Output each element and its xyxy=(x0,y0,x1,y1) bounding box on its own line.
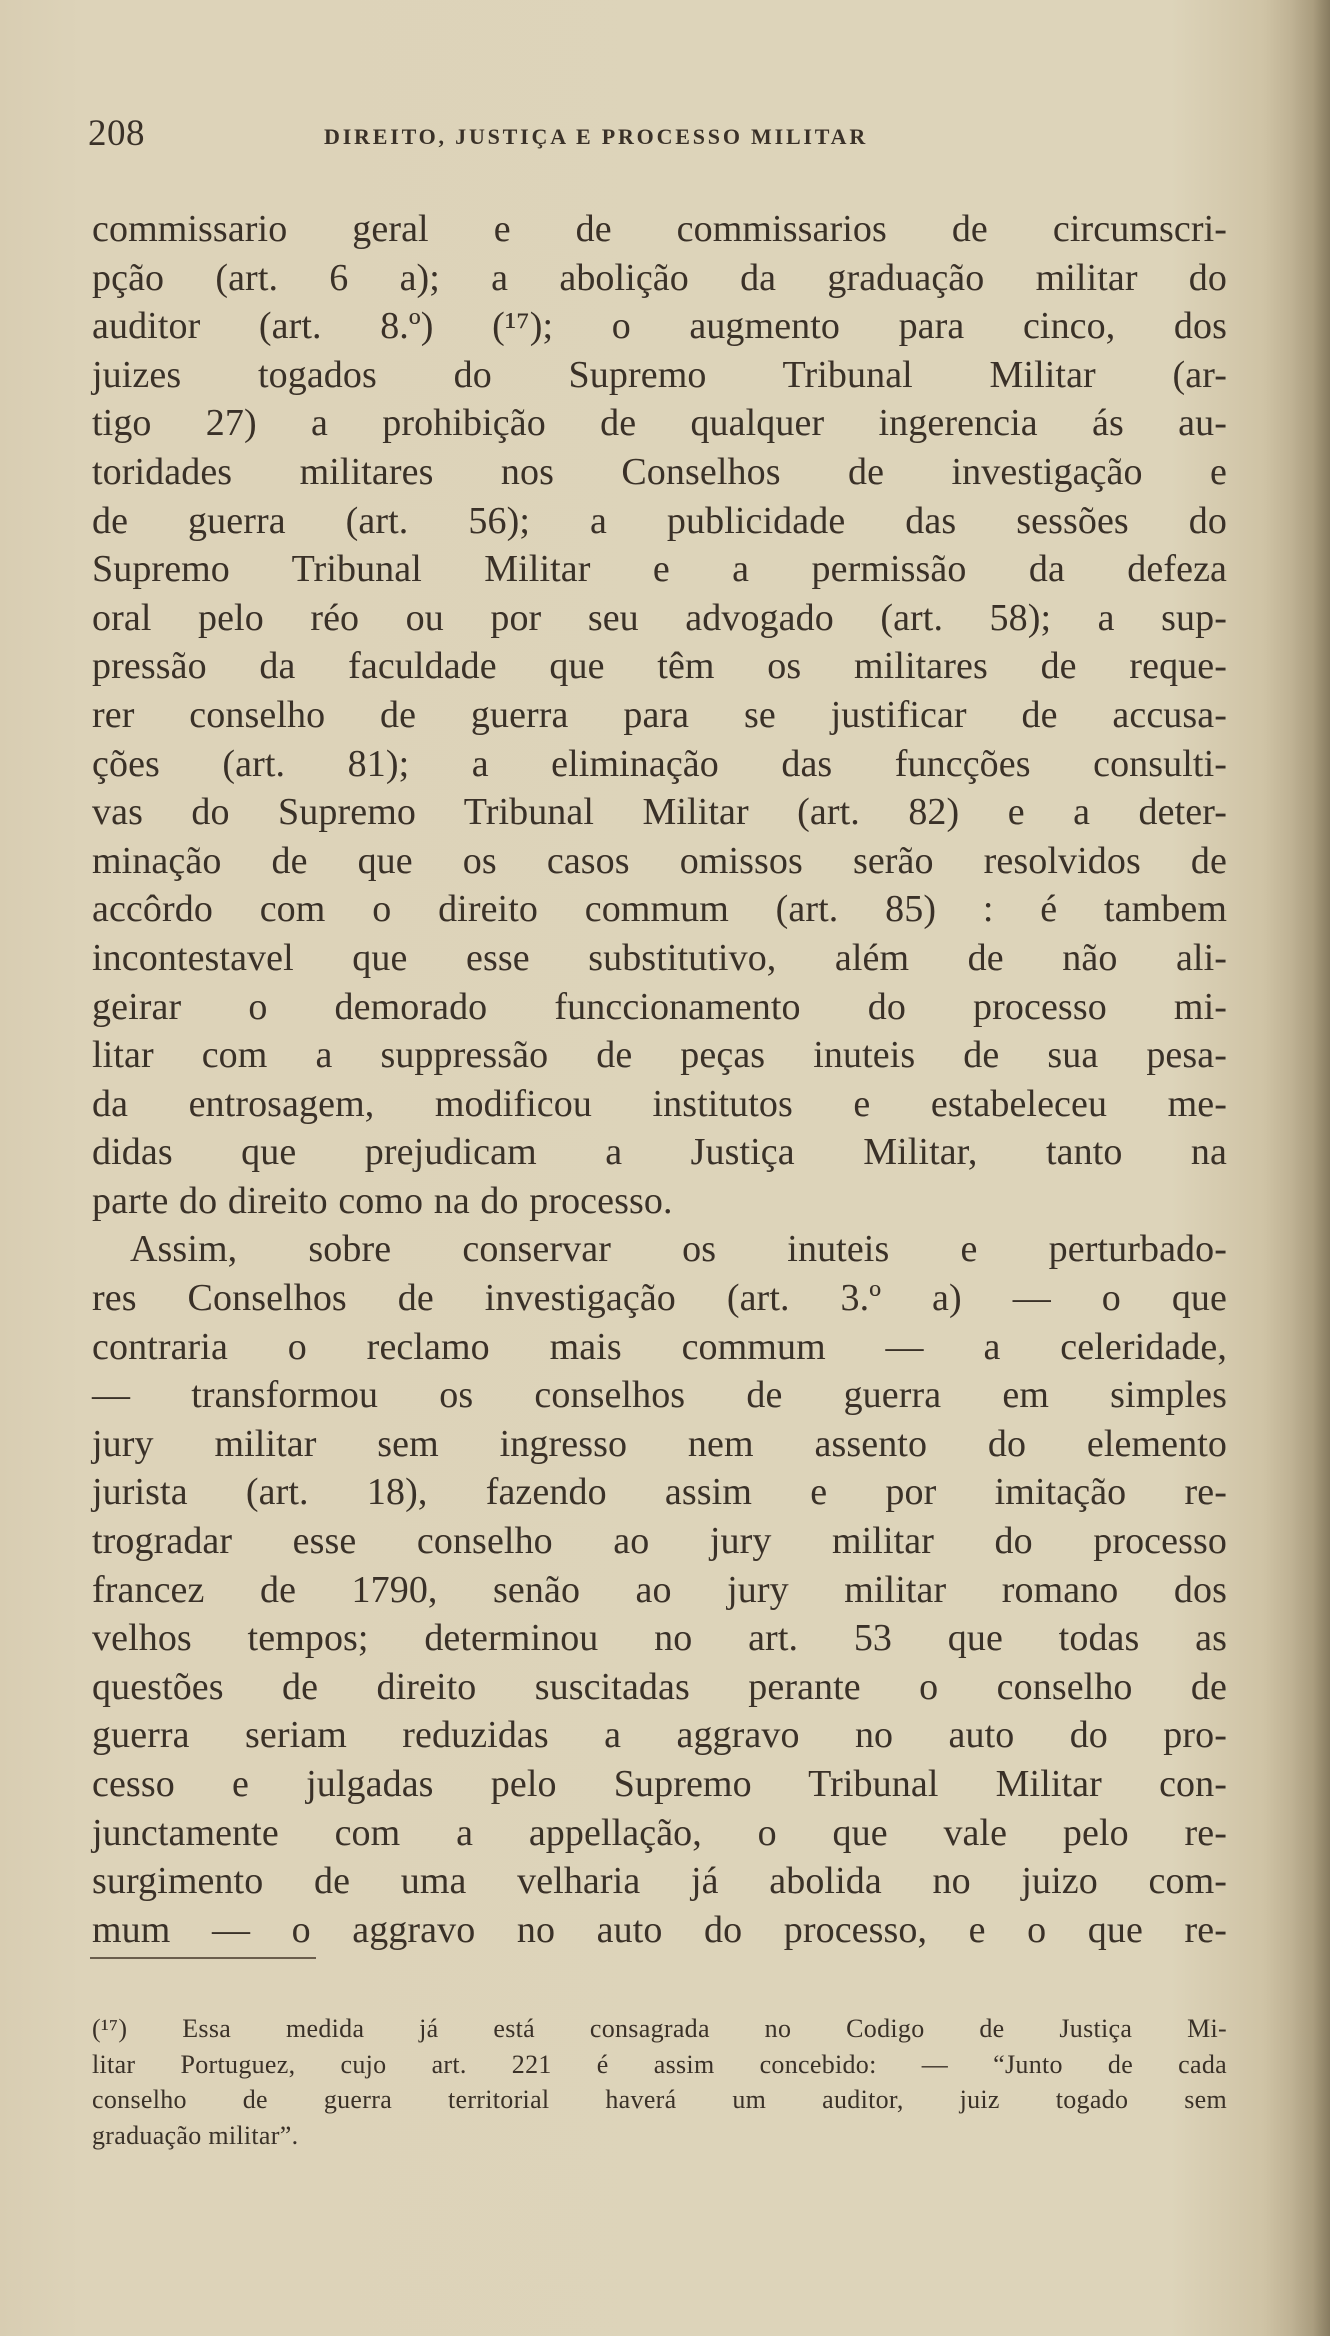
text-line: jury militar sem ingresso nem assento do elemento xyxy=(92,1422,1227,1465)
text-line: tigo 27) a prohibição de qualquer ingerencia ás au- xyxy=(92,402,1227,445)
text-line: velhos tempos; determinou no art. 53 que todas as xyxy=(92,1617,1227,1660)
running-head: DIREITO, JUSTIÇA E PROCESSO MILITAR xyxy=(324,124,869,149)
text-line: questões de direito suscitadas perante o conselho de xyxy=(92,1665,1227,1708)
text-line: contraria o reclamo mais commum — a celeridade, xyxy=(92,1325,1227,1368)
page-number: 208 xyxy=(88,113,145,154)
text-line: Assim, sobre conservar os inuteis e perturbado- xyxy=(130,1228,1227,1271)
text-line: francez de 1790, senão ao jury militar romano dos xyxy=(92,1568,1227,1611)
text-line: rer conselho de guerra para se justificar de accusa- xyxy=(92,693,1227,736)
text-line: jurista (art. 18), fazendo assim e por imitação re- xyxy=(92,1471,1227,1514)
text-line: junctamente com a appellação, o que vale pelo re- xyxy=(92,1811,1227,1854)
text-line: parte do direito como na do processo. xyxy=(92,1179,673,1222)
text-line: auditor (art. 8.º) (¹⁷); o augmento para cinco, dos xyxy=(92,305,1227,348)
text-line: litar com a suppressão de peças inuteis de sua pesa- xyxy=(92,1034,1227,1077)
text-line: surgimento de uma velharia já abolida no juizo com- xyxy=(92,1860,1227,1903)
text-line: juizes togados do Supremo Tribunal Militar (ar- xyxy=(92,353,1227,396)
text-line: mum — o aggravo no auto do processo, e o que re- xyxy=(92,1908,1227,1951)
text-line: trogradar esse conselho ao jury militar do processo xyxy=(92,1520,1227,1563)
body-text xyxy=(92,205,1227,1954)
text-line: ções (art. 81); a eliminação das funcções consulti- xyxy=(92,742,1227,785)
text-line: de guerra (art. 56); a publicidade das sessões do xyxy=(92,499,1227,542)
text-line: — transformou os conselhos de guerra em simples xyxy=(92,1374,1227,1417)
footnotes xyxy=(92,2011,1227,2153)
text-line: pção (art. 6 a); a abolição da graduação militar do xyxy=(92,256,1227,299)
footnote-separator xyxy=(90,1957,316,1959)
text-line: toridades militares nos Conselhos de investigação e xyxy=(92,450,1227,493)
text-line: da entrosagem, modificou institutos e estabeleceu me- xyxy=(92,1082,1227,1125)
text-line: commissario geral e de commissarios de circumscri- xyxy=(92,208,1227,250)
text-line: cesso e julgadas pelo Supremo Tribunal Militar con- xyxy=(92,1763,1227,1805)
text-line: incontestavel que esse substitutivo, além de não ali- xyxy=(92,936,1227,979)
text-line: vas do Supremo Tribunal Militar (art. 82) e a deter- xyxy=(92,791,1227,834)
text-line: geirar o demorado funccionamento do processo mi- xyxy=(92,985,1227,1028)
text-line: pressão da faculdade que têm os militares de reque- xyxy=(92,645,1227,688)
page-binding-shadow xyxy=(1292,0,1330,2336)
footnote-line: litar Portuguez, cujo art. 221 é assim concebido: — “Junto de cada xyxy=(92,2049,1227,2079)
text-line: guerra seriam reduzidas a aggravo no auto do pro- xyxy=(92,1714,1227,1757)
text-line: Supremo Tribunal Militar e a permissão da defeza xyxy=(92,548,1227,591)
text-line: minação de que os casos omissos serão resolvidos de xyxy=(92,839,1227,882)
text-line: accôrdo com o direito commum (art. 85) : é tambem xyxy=(92,888,1227,931)
footnote-line: (¹⁷) Essa medida já está consagrada no Codigo de Justiça Mi- xyxy=(92,2014,1227,2043)
text-line: oral pelo réo ou por seu advogado (art. 58); a sup- xyxy=(92,596,1227,639)
page-header xyxy=(88,112,1248,158)
text-line: didas que prejudicam a Justiça Militar, tanto na xyxy=(92,1131,1227,1174)
text-line: res Conselhos de investigação (art. 3.º a) — o que xyxy=(92,1277,1227,1320)
footnote-line: graduação militar”. xyxy=(92,2120,299,2150)
footnote-line: conselho de guerra territorial haverá um auditor, juiz togado sem xyxy=(92,2085,1227,2114)
